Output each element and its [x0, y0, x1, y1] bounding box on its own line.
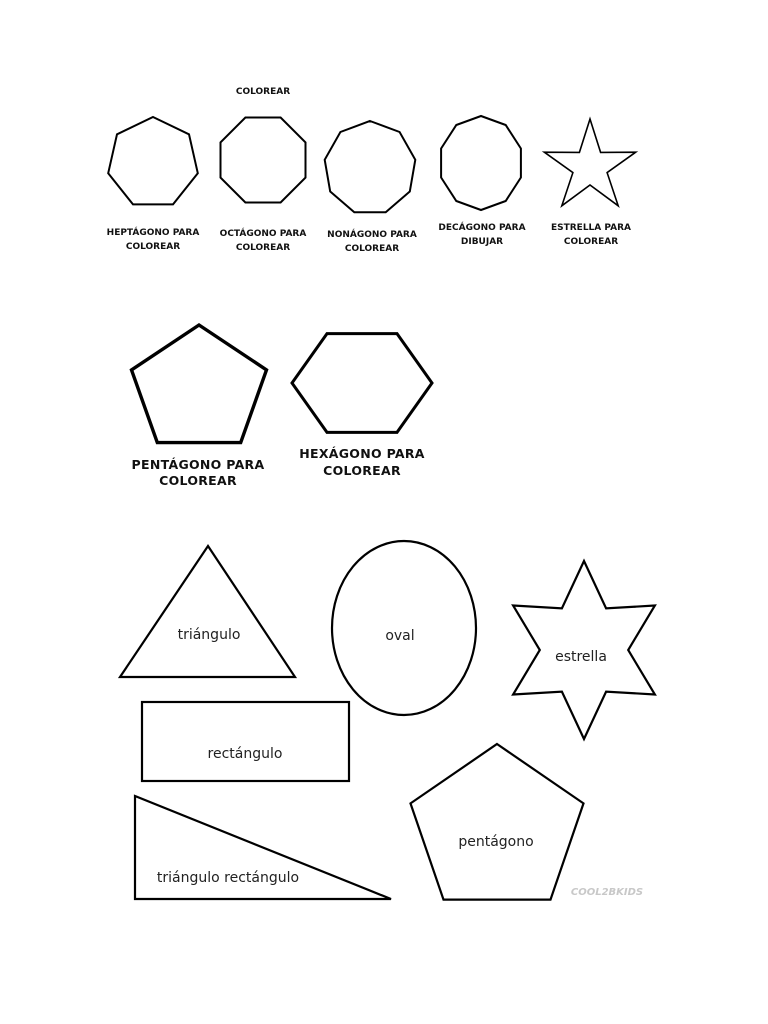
hexagon-icon — [292, 334, 432, 433]
triangle-label: triángulo — [177, 627, 241, 643]
heptagon-icon — [108, 117, 198, 204]
heptagon-caption-line2: COLOREAR — [125, 242, 181, 252]
rectangle-label: rectángulo — [207, 746, 283, 762]
decagon-icon — [441, 116, 521, 210]
five-point-star-icon — [544, 119, 635, 206]
nonagon-caption-line1: NONÁGONO PARA — [327, 230, 417, 240]
hexagon-caption-line2: COLOREAR — [323, 463, 401, 478]
rectangle-shape — [142, 702, 349, 781]
decagon-caption-line1: DECÁGONO PARA — [438, 223, 526, 233]
pentagon-shape — [411, 744, 584, 900]
right-triangle-label: triángulo rectángulo — [156, 870, 300, 886]
heptagon-caption-line1: HEPTÁGONO PARA — [106, 228, 200, 238]
star-caption-line2: COLOREAR — [563, 237, 619, 247]
hexagon-caption-line1: HEXÁGONO PARA — [299, 446, 425, 461]
triangle-shape — [120, 546, 295, 677]
decagon-caption-line2: DIBUJAR — [460, 237, 504, 247]
star-caption-line1: ESTRELLA PARA — [550, 223, 632, 233]
six-point-star-label: estrella — [555, 649, 607, 665]
octagon-caption-line1: OCTÁGONO PARA — [219, 229, 307, 239]
pentagon-caption-line2: COLOREAR — [159, 473, 237, 488]
octagon-caption-line2: COLOREAR — [235, 243, 291, 253]
oval-label: oval — [385, 628, 415, 644]
watermark-logo: COOL2BKIDS — [570, 887, 644, 898]
nonagon-icon — [325, 121, 416, 212]
octagon-icon — [221, 118, 306, 203]
sheet-title: COLOREAR — [235, 87, 291, 97]
pentagon-caption-line1: PENTÁGONO PARA — [131, 457, 265, 472]
pentagon-label: pentágono — [458, 834, 534, 850]
nonagon-caption-line2: COLOREAR — [344, 244, 400, 254]
pentagon-icon — [132, 325, 267, 443]
